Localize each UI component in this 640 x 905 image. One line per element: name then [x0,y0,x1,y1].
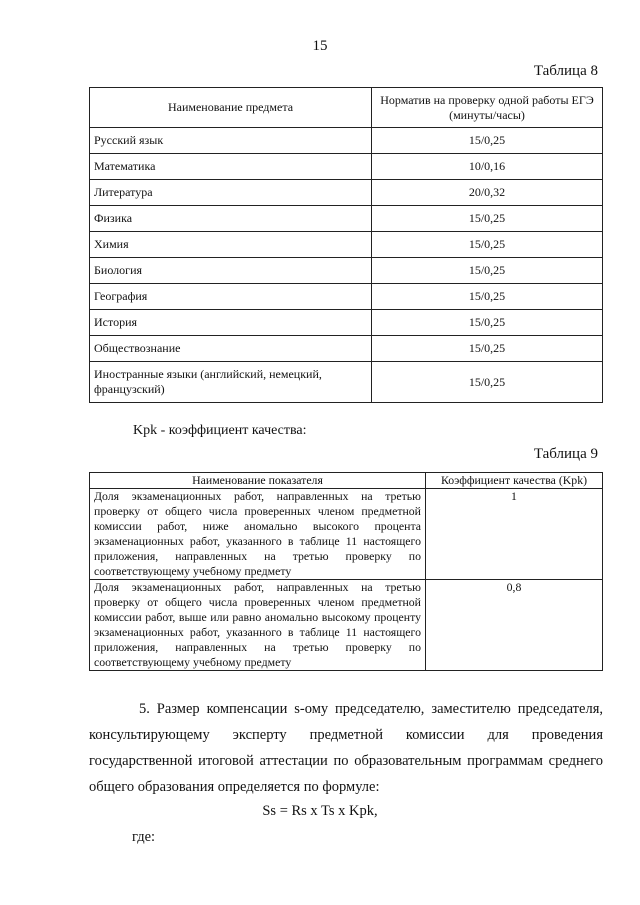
where-label: где: [132,829,156,845]
subject-cell: Химия [90,232,372,258]
table-row [90,180,603,206]
table-row [90,310,603,336]
table-row [90,362,603,403]
table-9-caption: Таблица 9 [533,446,598,462]
subject-cell: История [90,310,372,336]
coefficient-cell: 1 [426,489,603,580]
table-header-subject: Наименование предмета [90,88,372,128]
norm-cell: 20/0,32 [372,180,603,206]
table-header-coefficient: Коэффициент качества (Kpk) [426,473,603,489]
table-row [90,489,603,580]
coefficient-cell: 0,8 [426,580,603,671]
table-row [90,206,603,232]
page-number: 15 [312,38,328,54]
table-header-indicator: Наименование показателя [90,473,426,489]
subject-cell: Биология [90,258,372,284]
norm-cell: 15/0,25 [372,206,603,232]
table-row [90,580,603,671]
kpk-definition: Kpk - коэффициент качества: [133,423,307,438]
norm-cell: 15/0,25 [372,284,603,310]
norm-cell: 15/0,25 [372,232,603,258]
norm-cell: 10/0,16 [372,154,603,180]
norm-cell: 15/0,25 [372,336,603,362]
table-row [90,284,603,310]
table-8 [89,87,603,403]
subject-cell: Математика [90,154,372,180]
norm-cell: 15/0,25 [372,128,603,154]
table-row [90,232,603,258]
norm-cell: 15/0,25 [372,258,603,284]
table-row [90,128,603,154]
norm-cell: 15/0,25 [372,362,603,403]
table-header-norm: Норматив на проверку одной работы ЕГЭ (минуты/часы) [372,88,603,128]
subject-cell: Иностранные языки (английский, немецкий, французский) [90,362,372,403]
subject-cell: Русский язык [90,128,372,154]
subject-cell: Литература [90,180,372,206]
table-row [90,154,603,180]
paragraph-5: 5. Размер компенсации s-ому председателю, заместителю председателя, консультирующему эксперту предметной комиссии для проведения государственной итоговой аттестации по образовательным программам среднего общего образования определяется по формуле: [89,701,603,795]
subject-cell: География [90,284,372,310]
table-row [90,258,603,284]
subject-cell: Физика [90,206,372,232]
table-header-row [90,88,603,128]
indicator-cell: Доля экзаменационных работ, направленных на третью проверку от общего числа проверенных членом предметной комиссии работ, ниже аномально высокого процента экзаменационных работ, указанного в таблице 11 настоящего приложения, направленных на третью проверку по соответствующему учебному предмету [90,489,426,580]
norm-cell: 15/0,25 [372,310,603,336]
table-9 [89,472,603,671]
table-8-caption: Таблица 8 [533,63,598,79]
indicator-cell: Доля экзаменационных работ, направленных на третью проверку от общего числа проверенных членом предметной комиссии работ, выше или равно аномально высокому проценту экзаменационных работ, указанного в таблице 11 настоящего приложения, направленных на третью проверку по соответствующему учебному предмету [90,580,426,671]
table-row [90,336,603,362]
formula: Ss = Rs x Ts x Kpk, [262,803,378,819]
subject-cell: Обществознание [90,336,372,362]
table-header-row [90,473,603,489]
